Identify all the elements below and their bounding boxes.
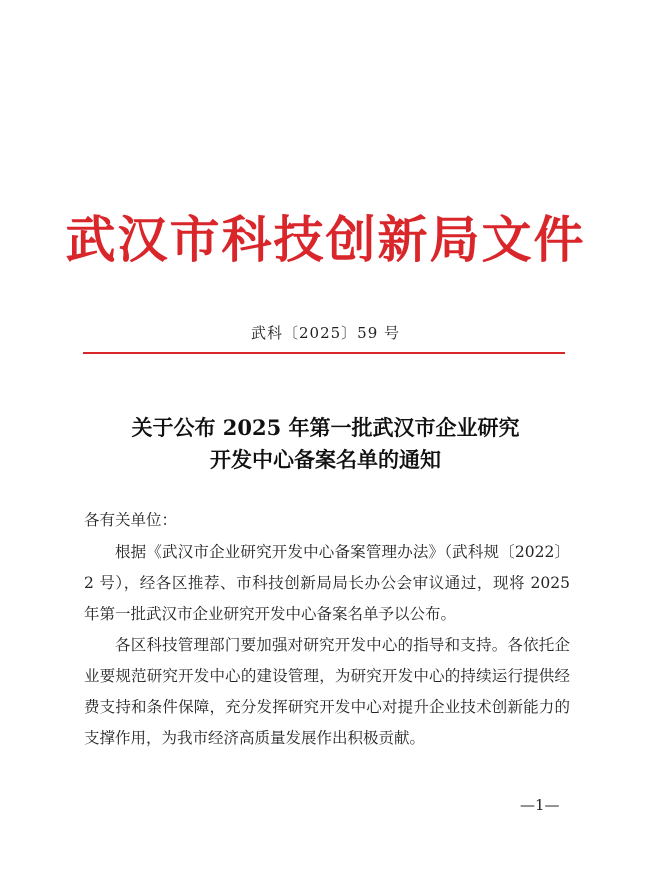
notice-title-line-2: 开发中心备案名单的通知 <box>210 447 441 472</box>
document-number: 武科〔2025〕59 号 <box>250 324 401 342</box>
notice-title <box>0 412 651 476</box>
page-number: —1— <box>520 796 560 814</box>
paragraph-1: 根据《武汉市企业研究开发中心备案管理办法》（武科规〔2022〕2 号），经各区推荐、市科技创新局局长办公会审议通过，现将 2025 年第一批武汉市企业研究开发中心备案名单予以公布。 <box>84 543 570 623</box>
notice-title-line-1: 关于公布 2025 年第一批武汉市企业研究 <box>131 415 520 440</box>
issuing-authority-header: 武汉市科技创新局文件 <box>65 210 586 269</box>
paragraph-2: 各区科技管理部门要加强对研究开发中心的指导和支持。各依托企业要规范研究开发中心的建设管理，为研究开发中心的持续运行提供经费支持和条件保障，充分发挥研究开发中心对提升企业技术创新能力的支撑作用，为我市经济高质量发展作出积极贡献。 <box>84 636 570 747</box>
red-divider-line <box>83 352 565 354</box>
salutation: 各有关单位： <box>84 511 178 529</box>
